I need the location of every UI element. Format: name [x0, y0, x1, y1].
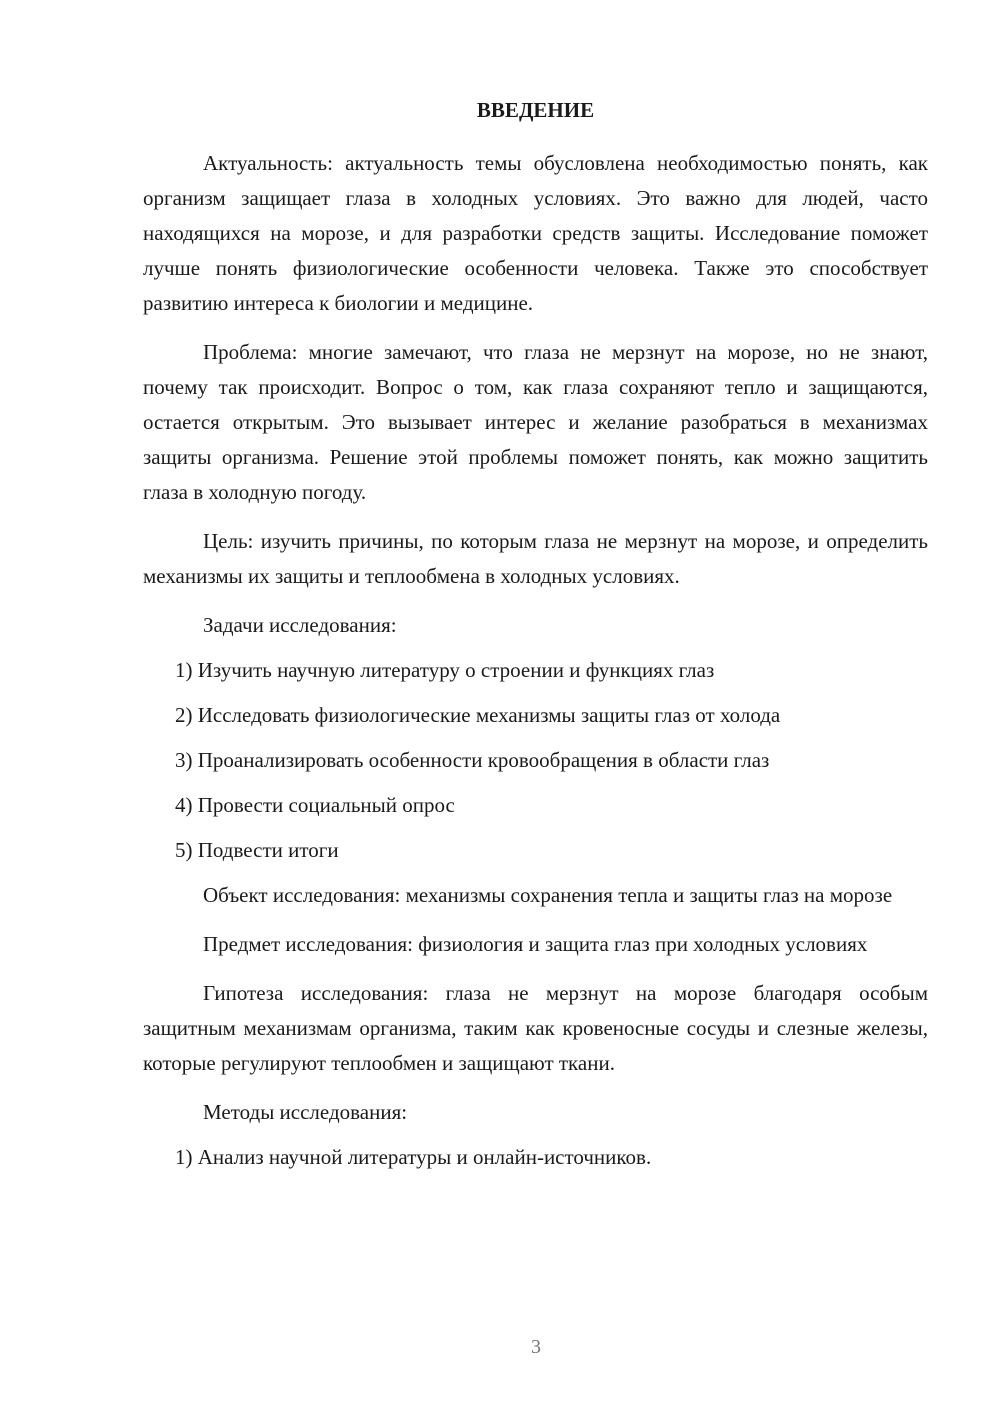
- list-item: 3) Проанализировать особенности кровообращения в области глаз: [175, 748, 770, 772]
- section-title: ВВЕДЕНИЕ: [476, 98, 595, 122]
- goal-paragraph: Цель: изучить причины, по которым глаза не мерзнут на морозе, и определить механизмы их защиты и теплообмена в холодных условиях.: [143, 529, 928, 588]
- methods-list: [143, 1140, 928, 1175]
- list-item: 4) Провести социальный опрос: [175, 793, 455, 817]
- document-page: [143, 96, 928, 1185]
- relevance-paragraph: Актуальность: актуальность темы обусловлена необходимостью понять, как организм защищает глаза в холодных условиях. Это важно для людей, часто находящихся на морозе, и для разработки средств защиты. Исследование поможет лучше понять физиологические особенности человека. Также это способствует развитию интереса к биологии и медицине.: [143, 151, 928, 315]
- subject-paragraph: Предмет исследования: физиология и защита глаз при холодных условиях: [203, 932, 868, 956]
- tasks-list: [143, 653, 928, 868]
- list-item: 1) Анализ научной литературы и онлайн-источников.: [175, 1145, 652, 1169]
- list-item: 1) Изучить научную литературу о строении и функциях глаз: [175, 658, 715, 682]
- problem-paragraph: Проблема: многие замечают, что глаза не мерзнут на морозе, но не знают, почему так происходит. Вопрос о том, как глаза сохраняют тепло и защищаются, остается открытым. Это вызывает интерес и желание разобраться в механизмах защиты организма. Решение этой проблемы поможет понять, как можно защитить глаза в холодную погоду.: [143, 340, 928, 504]
- object-paragraph: Объект исследования: механизмы сохранения тепла и защиты глаз на морозе: [203, 883, 893, 907]
- methods-heading: Методы исследования:: [203, 1100, 408, 1124]
- hypothesis-paragraph: Гипотеза исследования: глаза не мерзнут на морозе благодаря особым защитным механизмам организма, таким как кровеносные сосуды и слезные железы, которые регулируют теплообмен и защищают ткани.: [143, 981, 928, 1075]
- tasks-heading: Задачи исследования:: [203, 613, 397, 637]
- page-number: 3: [531, 1336, 541, 1358]
- list-item: 2) Исследовать физиологические механизмы защиты глаз от холода: [175, 703, 781, 727]
- list-item: 5) Подвести итоги: [175, 838, 339, 862]
